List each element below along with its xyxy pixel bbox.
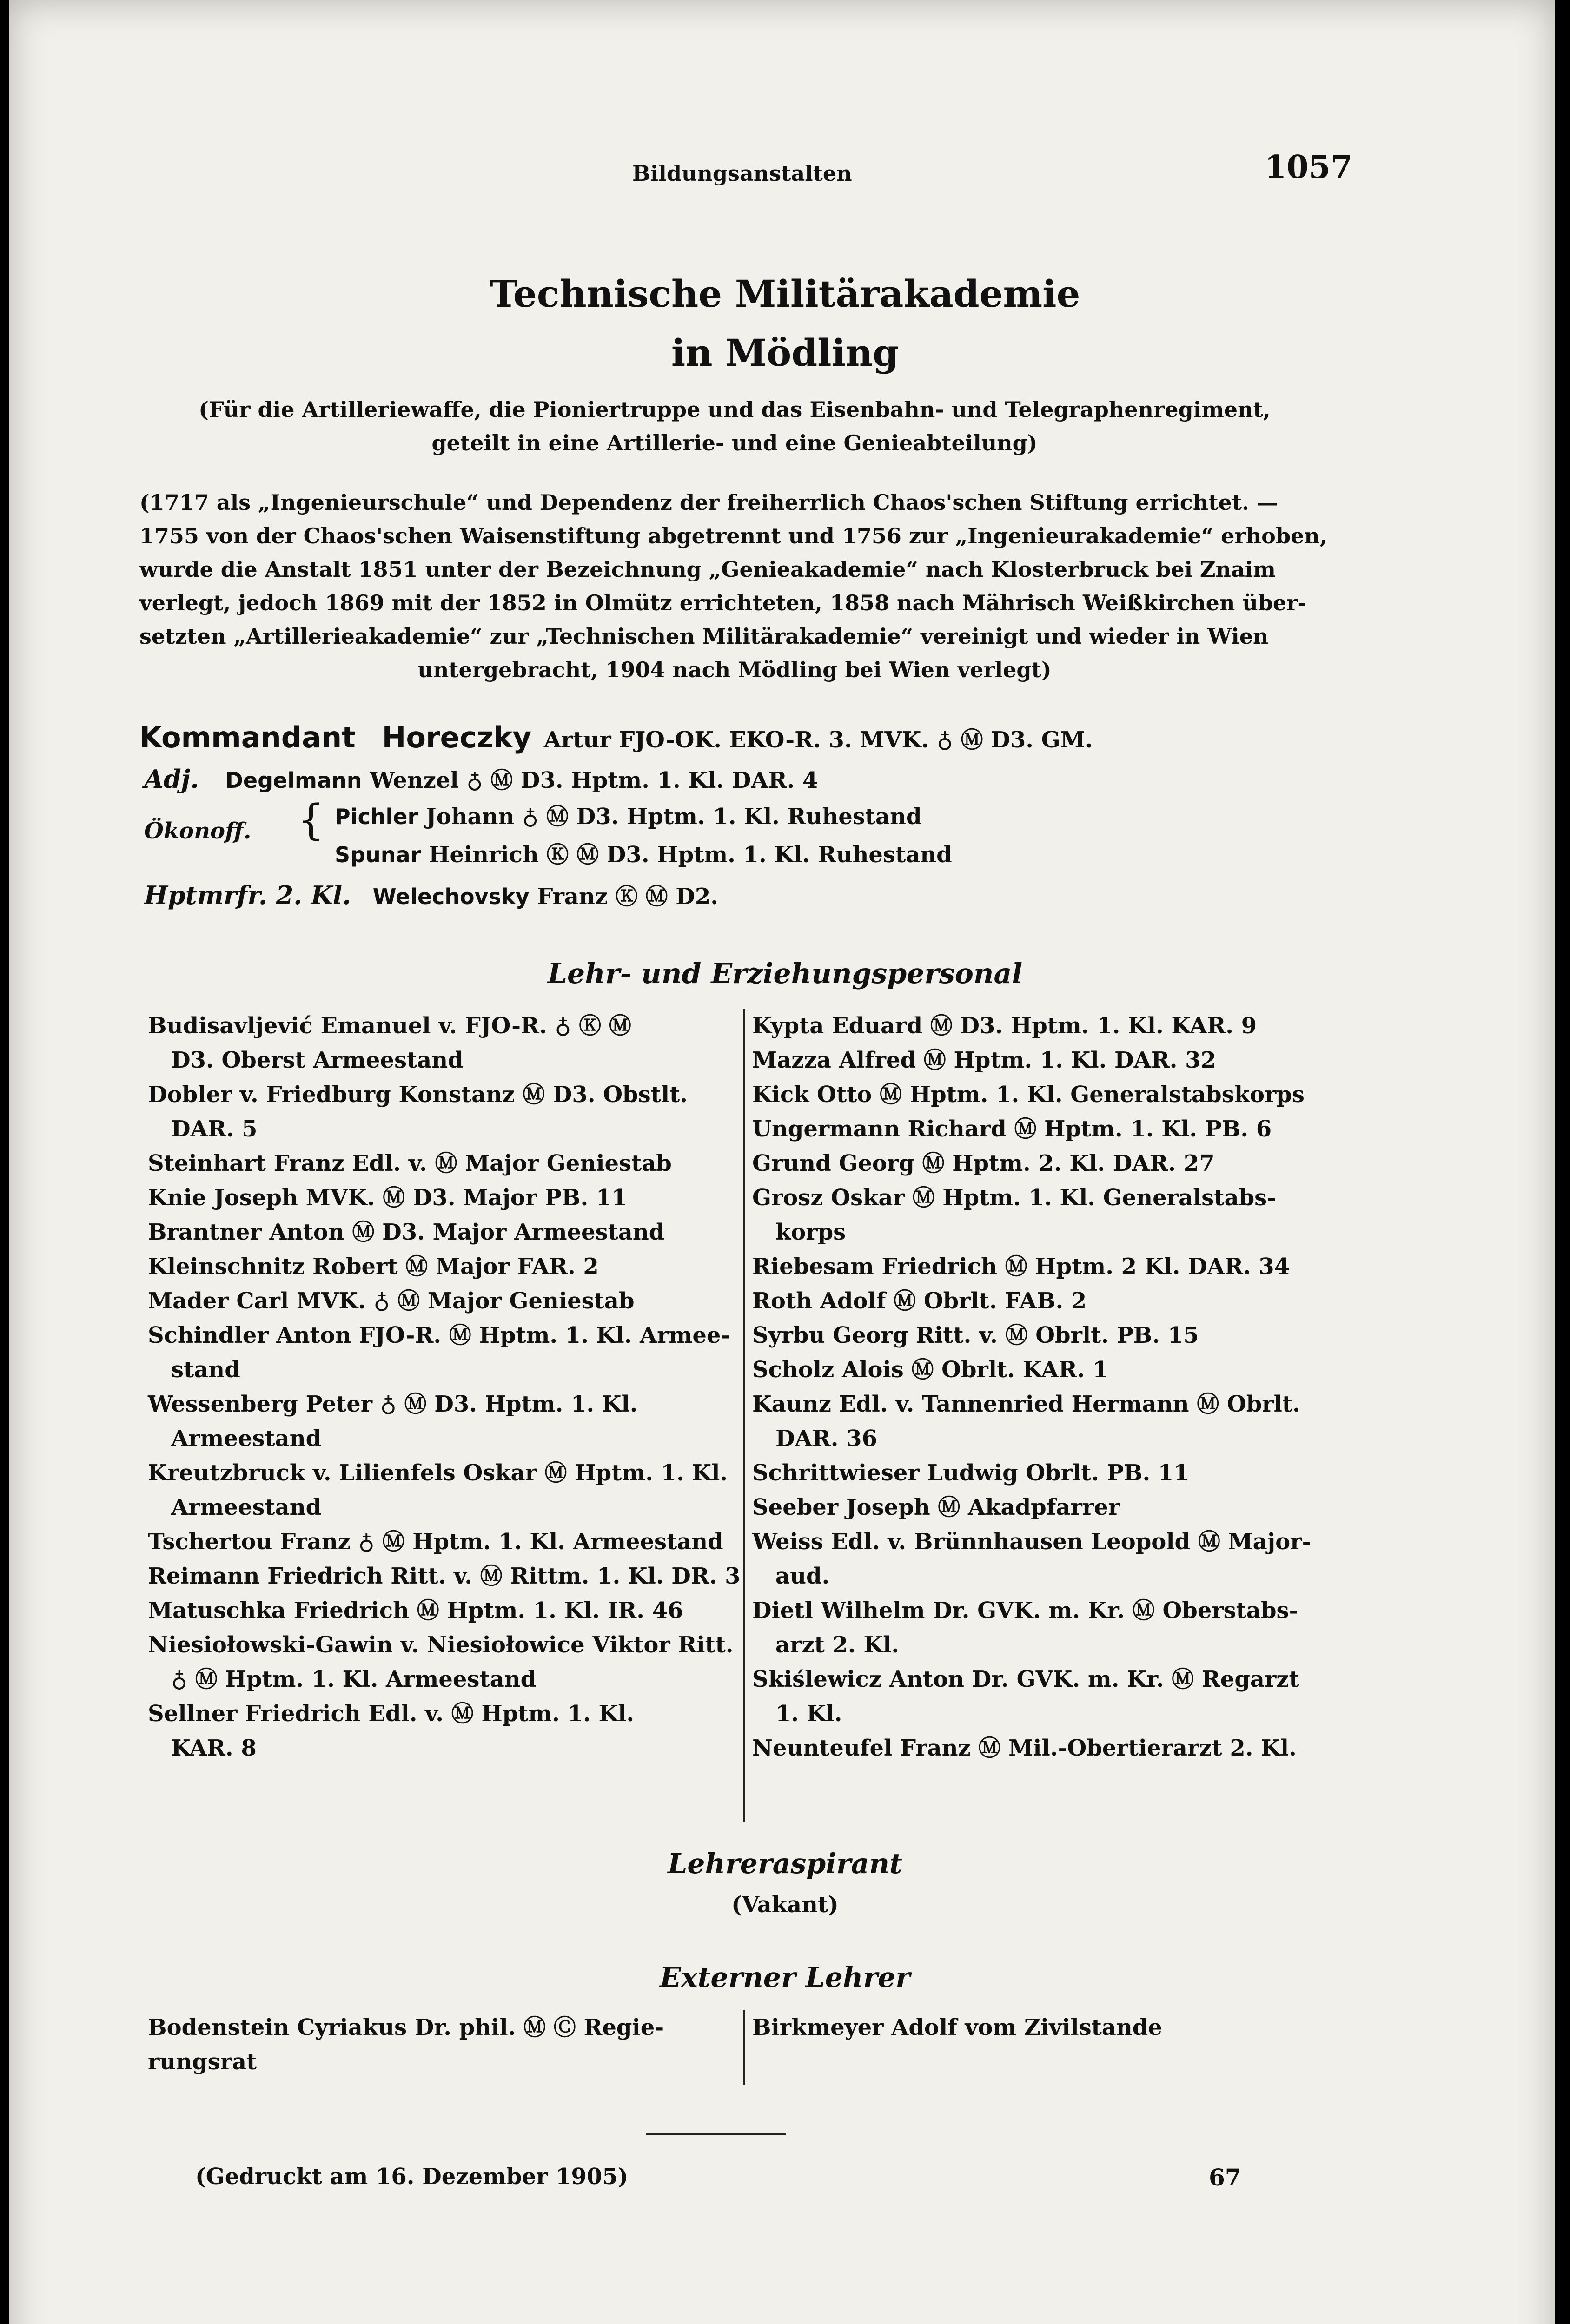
- list-item: Tschertou Franz ♁ Ⓜ Hptm. 1. Kl. Armeestand: [148, 1529, 723, 1555]
- list-item: Dietl Wilhelm Dr. GVK. m. Kr. Ⓜ Oberstabs- arzt 2. Kl.: [752, 1598, 1298, 1658]
- oekonoff-name: Spunar: [335, 842, 421, 867]
- list-item: Sellner Friedrich Edl. v. Ⓜ Hptm. 1. Kl. KAR. 8: [148, 1701, 635, 1761]
- list-item: Riebesam Friedrich Ⓜ Hptm. 2 Kl. DAR. 34: [752, 1254, 1290, 1280]
- kommandant-name: Horeczky: [382, 720, 532, 754]
- oekonoff-label: Ökonoff.: [144, 818, 252, 844]
- aspirant-value: (Vakant): [731, 1892, 839, 1918]
- list-item: Skiślewicz Anton Dr. GVK. m. Kr. Ⓜ Regarzt 1. Kl.: [752, 1666, 1299, 1727]
- subtitle: [139, 393, 1330, 460]
- list-item: Reimann Friedrich Ritt. v. Ⓜ Rittm. 1. Kl. DR. 3: [148, 1563, 741, 1589]
- list-item: Scholz Alois Ⓜ Obrlt. KAR. 1: [752, 1357, 1108, 1383]
- list-item: Kreutzbruck v. Lilienfels Oskar Ⓜ Hptm. 1. Kl. Armeestand: [148, 1460, 728, 1520]
- right-column: [752, 1009, 1347, 1765]
- list-item: Roth Adolf Ⓜ Obrlt. FAB. 2: [752, 1288, 1087, 1314]
- adjutant-row: [144, 762, 818, 794]
- column-divider: [743, 1009, 745, 1822]
- list-item: Grosz Oskar Ⓜ Hptm. 1. Kl. Generalstabs- korps: [752, 1185, 1277, 1245]
- list-item: Kick Otto Ⓜ Hptm. 1. Kl. Generalstabskorps: [752, 1082, 1305, 1108]
- subtitle-line: geteilt in eine Artillerie- und eine Genieabteilung): [431, 430, 1038, 456]
- list-item: Birkmeyer Adolf vom Zivilstande: [752, 2014, 1162, 2040]
- history-line: 1755 von der Chaos'schen Waisenstiftung abgetrennt und 1756 zur „Ingenieurakademie“ erhoben,: [139, 523, 1327, 548]
- list-item: Schrittwieser Ludwig Obrlt. PB. 11: [752, 1460, 1189, 1486]
- list-item: Knie Joseph MVK. Ⓜ D3. Major PB. 11: [148, 1185, 627, 1211]
- hptmrfr-name: Welechovsky: [372, 884, 530, 909]
- list-item: Steinhart Franz Edl. v. Ⓜ Major Geniestab: [148, 1150, 672, 1176]
- hptmrfr-row: [144, 878, 718, 911]
- list-item: Mader Carl MVK. ♁ Ⓜ Major Geniestab: [148, 1288, 635, 1314]
- oekonoff-details: Johann ♁ Ⓜ D3. Hptm. 1. Kl. Ruhestand: [425, 804, 922, 830]
- oekonoff-row-2: [335, 837, 952, 869]
- section-heading-aspirant: Lehreraspirant: [668, 1848, 902, 1880]
- history-line: wurde die Anstalt 1851 unter der Bezeichnung „Genieakademie“ nach Klosterbruck bei Znaim: [139, 557, 1276, 582]
- list-item: Matuschka Friedrich Ⓜ Hptm. 1. Kl. IR. 46: [148, 1598, 683, 1624]
- list-item: Kypta Eduard Ⓜ D3. Hptm. 1. Kl. KAR. 9: [752, 1013, 1257, 1039]
- history-line: setzten „Artillerieakademie“ zur „Technischen Militärakademie“ vereinigt und wieder in Wien: [139, 624, 1269, 649]
- list-item: Syrbu Georg Ritt. v. Ⓜ Obrlt. PB. 15: [752, 1322, 1199, 1348]
- footer-rule: [646, 2133, 786, 2135]
- external-left: [148, 2010, 738, 2079]
- list-item: Dobler v. Friedburg Konstanz Ⓜ D3. Obstlt. DAR. 5: [148, 1082, 688, 1142]
- list-item: Kleinschnitz Robert Ⓜ Major FAR. 2: [148, 1254, 599, 1280]
- page-title-location: in Mödling: [671, 331, 899, 375]
- list-item: Seeber Joseph Ⓜ Akadpfarrer: [752, 1494, 1120, 1520]
- subtitle-line: (Für die Artilleriewaffe, die Pioniertruppe und das Eisenbahn- und Telegraphenregiment,: [199, 397, 1271, 422]
- scanned-page: [9, 0, 1555, 2324]
- oekonoff-row-1: [335, 799, 922, 831]
- kommandant-details: Artur FJO-OK. EKO-R. 3. MVK. ♁ Ⓜ D3. GM.: [543, 727, 1093, 753]
- section-heading-extern: Externer Lehrer: [660, 1961, 910, 1994]
- running-header: Bildungsanstalten: [632, 161, 852, 186]
- list-item: Brantner Anton Ⓜ D3. Major Armeestand: [148, 1219, 665, 1245]
- hptmrfr-label: Hptmrfr. 2. Kl.: [144, 880, 351, 910]
- section-heading-lehr: Lehr- und Erziehungspersonal: [547, 957, 1023, 990]
- adjutant-details: Wenzel ♁ Ⓜ D3. Hptm. 1. Kl. DAR. 4: [370, 767, 818, 793]
- page-number: 1057: [1265, 149, 1353, 186]
- history-line: (1717 als „Ingenieurschule“ und Dependenz der freiherrlich Chaos'schen Stiftung errichtet. —: [139, 490, 1278, 515]
- page-title: Technische Militärakademie: [490, 272, 1080, 316]
- list-item: Grund Georg Ⓜ Hptm. 2. Kl. DAR. 27: [752, 1150, 1215, 1176]
- oekonoff-details: Heinrich Ⓚ Ⓜ D3. Hptm. 1. Kl. Ruhestand: [429, 842, 952, 868]
- list-item: Kaunz Edl. v. Tannenried Hermann Ⓜ Obrlt. DAR. 36: [752, 1391, 1300, 1452]
- adjutant-label: Adj.: [144, 764, 199, 794]
- list-item: Schindler Anton FJO-R. Ⓜ Hptm. 1. Kl. Armee- stand: [148, 1322, 730, 1383]
- kommandant-label: Kommandant: [139, 720, 356, 754]
- list-item: Neunteufel Franz Ⓜ Mil.-Obertierarzt 2. Kl.: [752, 1735, 1297, 1761]
- left-column: [148, 1009, 741, 1765]
- print-date: (Gedruckt am 16. Dezember 1905): [195, 2164, 629, 2190]
- list-item: Ungermann Richard Ⓜ Hptm. 1. Kl. PB. 6: [752, 1116, 1272, 1142]
- column-divider: [743, 2010, 745, 2085]
- external-right: [752, 2010, 1347, 2045]
- brace: {: [298, 796, 325, 845]
- history-paragraph: [139, 486, 1330, 687]
- list-item: Budisavljević Emanuel v. FJO-R. ♁ Ⓚ Ⓜ D3. Oberst Armeestand: [148, 1013, 631, 1073]
- hptmrfr-details: Franz Ⓚ Ⓜ D2.: [537, 884, 718, 910]
- oekonoff-name: Pichler: [335, 804, 418, 829]
- adjutant-name: Degelmann: [225, 768, 362, 793]
- history-line: untergebracht, 1904 nach Mödling bei Wien verlegt): [417, 657, 1052, 682]
- kommandant-row: [139, 720, 1093, 754]
- list-item: Wessenberg Peter ♁ Ⓜ D3. Hptm. 1. Kl. Armeestand: [148, 1391, 638, 1452]
- list-item: Niesiołowski-Gawin v. Niesiołowice Viktor Ritt. ♁ Ⓜ Hptm. 1. Kl. Armeestand: [148, 1632, 734, 1692]
- history-line: verlegt, jedoch 1869 mit der 1852 in Olmütz errichteten, 1858 nach Mährisch Weißkirchen über-: [139, 590, 1307, 615]
- sheet-number: 67: [1209, 2164, 1241, 2191]
- list-item: Mazza Alfred Ⓜ Hptm. 1. Kl. DAR. 32: [752, 1047, 1216, 1073]
- list-item: Weiss Edl. v. Brünnhausen Leopold Ⓜ Major- aud.: [752, 1529, 1312, 1589]
- list-item: Bodenstein Cyriakus Dr. phil. Ⓜ Ⓒ Regie- rungsrat: [148, 2014, 664, 2075]
